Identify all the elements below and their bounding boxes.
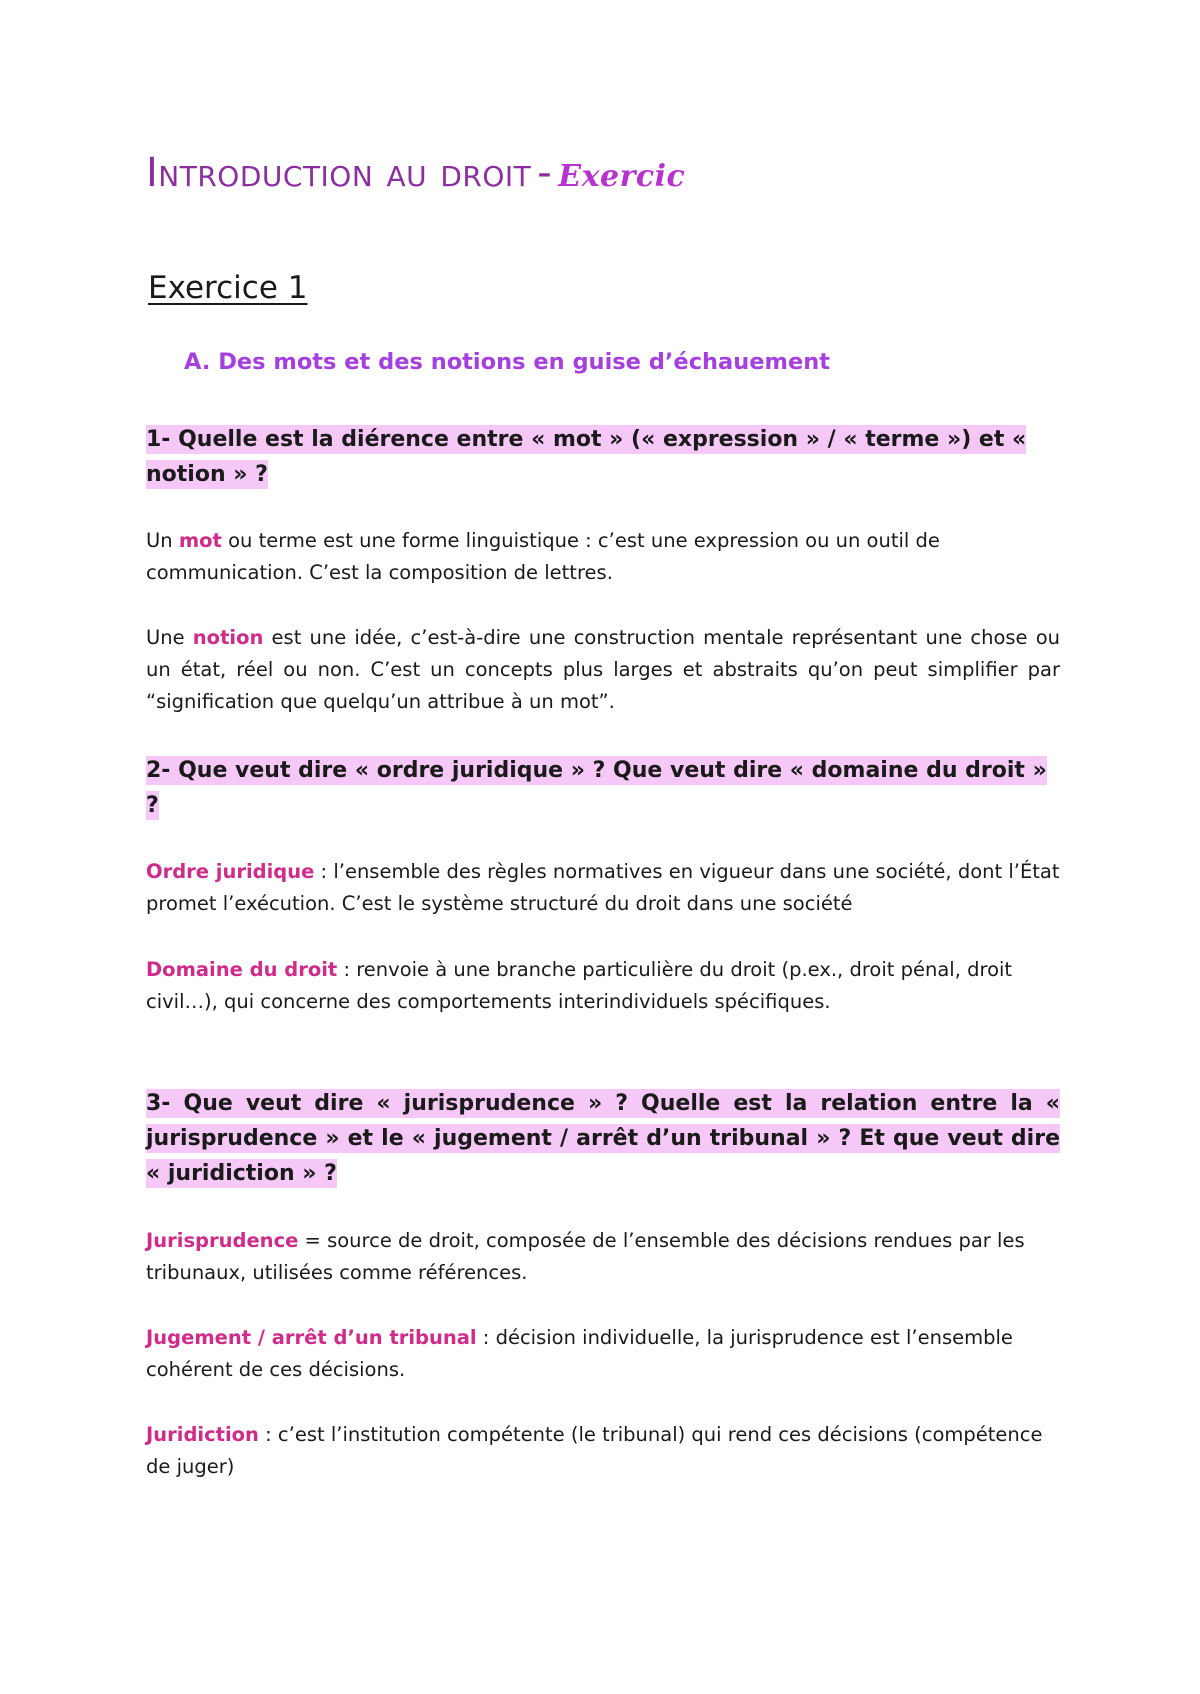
answer-jurisprudence-rest: = source de droit, composée de l’ensemble des décisions rendues par les tribunaux, utilisées comme références. [146,1229,1025,1284]
exercise-heading: Exercice 1 [148,270,308,306]
document-title-main: Introduction au droit [146,150,532,196]
question-2-text: 2- Que veut dire « ordre juridique » ? Que veut dire « domaine du droit » ? [146,758,1047,818]
term-domaine-du-droit: Domaine du droit [146,958,338,981]
term-notion: notion [192,626,264,649]
term-juridiction: Juridiction [146,1423,259,1446]
title-separator: - [537,150,553,196]
term-jurisprudence: Jurisprudence [146,1229,299,1252]
answer-juridiction-rest: : c’est l’institution compétente (le tribunal) qui rend ces décisions (compétence de juger) [146,1423,1043,1478]
question-3 [146,1086,1060,1191]
question-1 [146,422,1060,492]
question-1-text: 1- Quelle est la diérence entre « mot » (« expression » / « terme ») et « notion » ? [146,427,1027,487]
answer-3-juridiction [146,1419,1060,1483]
term-ordre-juridique: Ordre juridique [146,860,315,883]
term-mot: mot [178,529,222,552]
answer-1-rest: ou terme est une forme linguistique : c’est une expression ou un outil de communication. C’est la composition de lettres. [146,529,940,584]
question-3-text: 3- Que veut dire « jurisprudence » ? Quelle est la relation entre la « jurisprudence » et le « jugement / arrêt d’un tribunal » ? Et que veut dire « juridiction » ? [146,1091,1060,1186]
document-title [146,150,685,196]
answer-3-jurisprudence [146,1225,1060,1289]
answer-2-ordre [146,856,1060,920]
question-2 [146,753,1060,823]
answer-2-domaine [146,954,1060,1018]
answer-1-notion [146,622,1060,718]
answer-ordre-rest: : l’ensemble des règles normatives en vigueur dans une société, dont l’État promet l’exécution. C’est le système structuré du droit dans une société [146,860,1060,915]
answer-2-rest: est une idée, c’est-à-dire une construction mentale représentant une chose ou un état, réel ou non. C’est un concepts plus larges et abstraits qu’on peut simplifier par “signification que quelqu’un attribue à un mot”. [146,626,1060,713]
term-jugement: Jugement / arrêt d’un tribunal [146,1326,477,1349]
section-a-heading: A. Des mots et des notions en guise d’échauement [184,349,830,375]
answer-1-prefix: Un [146,529,179,552]
answer-domaine-rest: : renvoie à une branche particulière du droit (p.ex., droit pénal, droit civil…), qui concerne des comportements interindividuels spécifiques. [146,958,1013,1013]
answer-3-jugement [146,1322,1060,1386]
answer-2-prefix: Une [146,626,193,649]
document-subtitle: Exercic [558,159,686,194]
answer-jugement-rest: : décision individuelle, la jurisprudence est l’ensemble cohérent de ces décisions. [146,1326,1013,1381]
answer-1-mot [146,525,1060,589]
